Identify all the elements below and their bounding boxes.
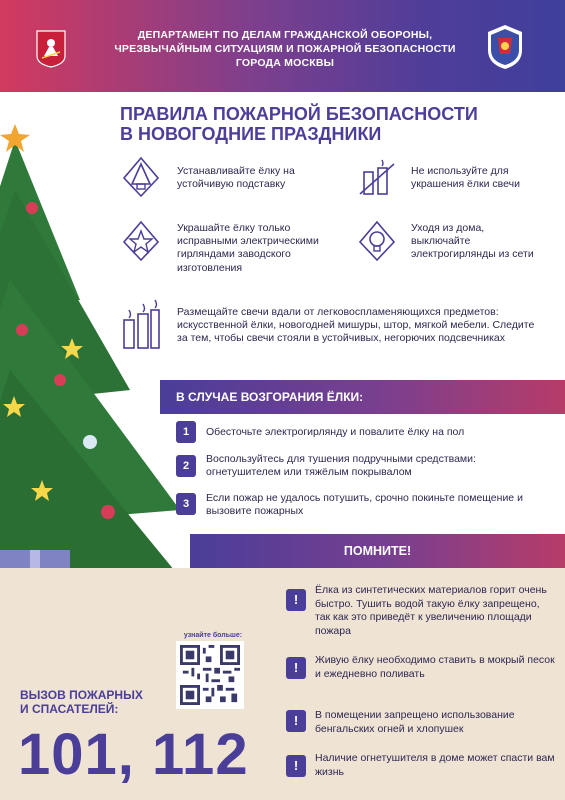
emergency-number[interactable]: 101, 112 [18, 722, 249, 787]
emergency-label-line: И СПАСАТЕЛЕЙ: [20, 702, 119, 716]
tree-stand-icon [118, 154, 164, 200]
exclamation-icon: ! [286, 710, 306, 732]
main-title-line: ПРАВИЛА ПОЖАРНОЙ БЕЗОПАСНОСТИ [120, 104, 478, 124]
moscow-coat-of-arms-icon [36, 30, 66, 68]
note-text: Наличие огнетушителя в доме может спасти вам жизнь [315, 752, 555, 778]
main-title-line: В НОВОГОДНИЕ ПРАЗДНИКИ [120, 124, 382, 144]
emergency-label-line: ВЫЗОВ ПОЖАРНЫХ [20, 688, 143, 702]
emergency-label [20, 688, 180, 716]
candles-icon [118, 298, 164, 354]
rule-text: Размещайте свечи вдали от легковоспламеняющихся предметов: искусственной ёлки, новогодней мишуры, штор, мягкой мебели. Следите за тем, чтобы свечи стояли в устойчивых, негорючих подсвечниках [177, 306, 535, 345]
qr-code[interactable] [176, 641, 244, 709]
step-text: Обесточьте электрогирлянду и повалите ёлку на пол [206, 426, 465, 438]
rule-text: Не используйте для украшения ёлки свечи [411, 165, 520, 191]
step-text: Воспользуйтесь для тушения подручными средствами: огнетушителем или тяжёлым покрывалом [206, 453, 476, 478]
qr-caption: узнайте больше: [183, 632, 243, 639]
step-number: 1 [176, 421, 196, 443]
department-title-line: ДЕПАРТАМЕНТ ПО ДЕЛАМ ГРАЖДАНСКОЙ ОБОРОНЫ, [137, 29, 433, 41]
exclamation-icon: ! [286, 755, 306, 777]
garland-star-icon [118, 218, 164, 264]
department-emblem-icon [486, 24, 524, 70]
step-text: Если пожар не удалось потушить, срочно покиньте помещение и вызовите пожарных [206, 492, 523, 517]
note-text: Ёлка из синтетических материалов горит очень быстро. Тушить водой такую ёлку запрещено, так как это приведёт к увеличению площади пожара [315, 584, 547, 637]
exclamation-icon: ! [286, 657, 306, 679]
remember-section-title: ПОМНИТЕ! [190, 534, 565, 568]
rule-text: Уходя из дома, выключайте электрогирлянды из сети [411, 222, 534, 261]
department-title [100, 28, 470, 70]
lightbulb-icon [354, 218, 400, 264]
note-text: Живую ёлку необходимо ставить в мокрый песок и ежедневно поливать [315, 654, 555, 680]
department-title-line: ГОРОДА МОСКВЫ [235, 57, 335, 69]
header-banner [0, 0, 565, 92]
department-title-line: ЧРЕЗВЫЧАЙНЫМ СИТУАЦИЯМ И ПОЖАРНОЙ БЕЗОПАСНОСТИ [114, 43, 456, 55]
rule-text: Устанавливайте ёлку на устойчивую подставку [177, 165, 295, 191]
exclamation-icon: ! [286, 589, 306, 611]
no-candles-icon [354, 154, 400, 200]
main-title [120, 104, 520, 144]
note-text: В помещении запрещено использование бенгальских огней и хлопушек [315, 709, 515, 735]
step-number: 2 [176, 455, 196, 477]
step-number: 3 [176, 493, 196, 515]
rule-text: Украшайте ёлку только исправными электрическими гирляндами заводского изготовления [177, 222, 319, 274]
qr-code-icon [180, 645, 240, 705]
fire-section-title: В СЛУЧАЕ ВОЗГОРАНИЯ ЁЛКИ: [160, 380, 565, 414]
